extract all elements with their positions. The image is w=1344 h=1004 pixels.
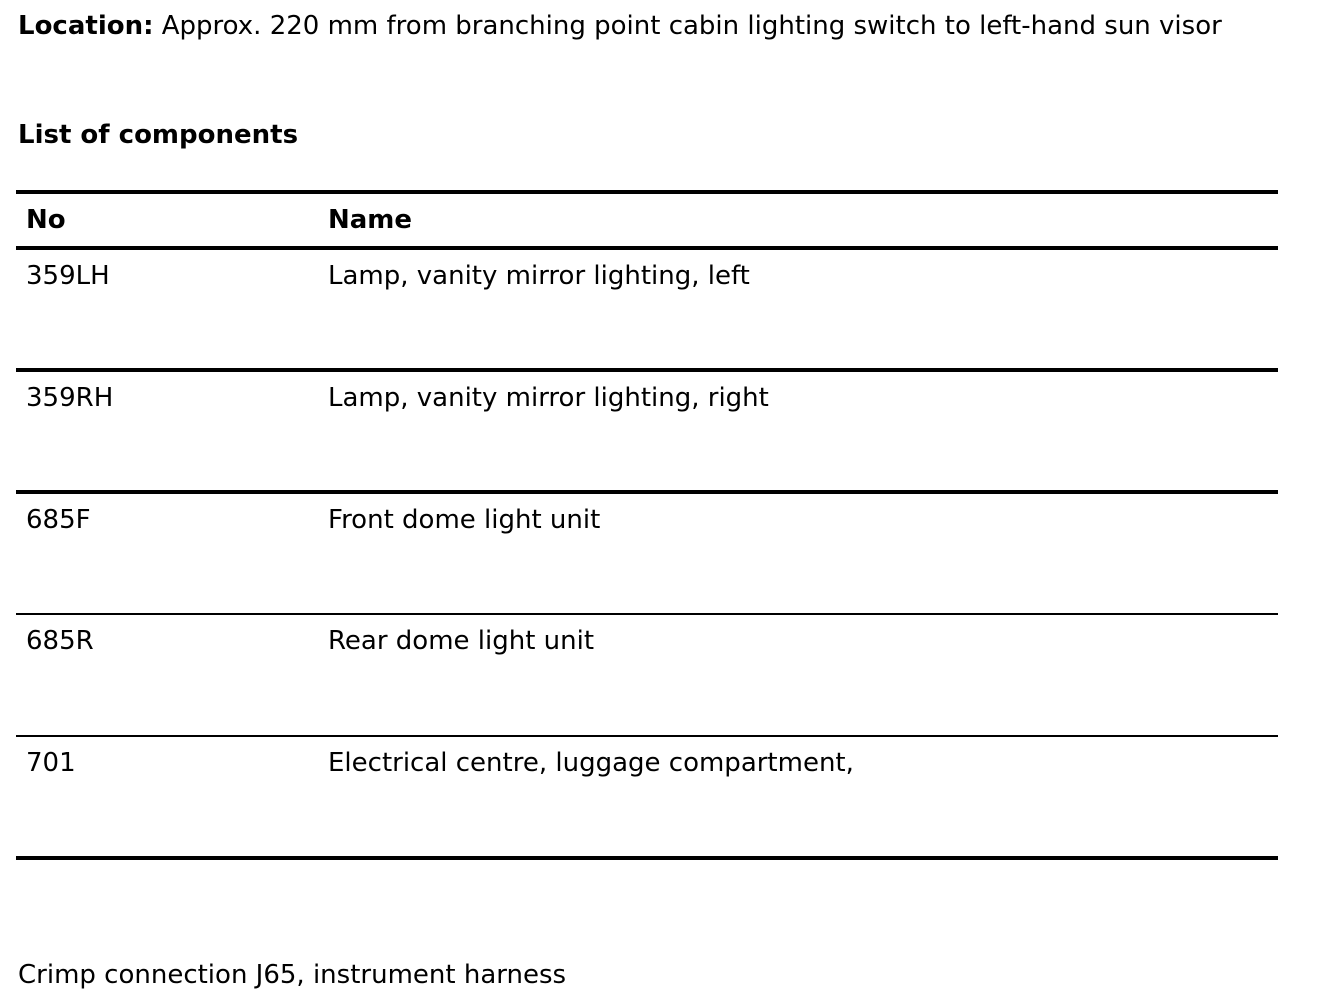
component-no: 359RH bbox=[16, 370, 318, 492]
table-row bbox=[16, 248, 1278, 370]
component-name: Lamp, vanity mirror lighting, left bbox=[318, 248, 1278, 370]
section-title: List of components bbox=[18, 120, 299, 150]
component-name: Electrical centre, luggage compartment, bbox=[328, 748, 854, 778]
component-name: Rear dome light unit bbox=[318, 614, 1278, 736]
table-row bbox=[16, 370, 1278, 492]
footer-text: Crimp connection J65, instrument harness bbox=[18, 960, 567, 990]
table-header-row bbox=[16, 192, 1278, 248]
components-table bbox=[16, 190, 1278, 860]
location-label: Location: bbox=[18, 11, 154, 41]
component-no: 685R bbox=[16, 614, 318, 736]
column-header-no: No bbox=[16, 192, 318, 248]
table-row bbox=[16, 736, 1278, 858]
component-name: Lamp, vanity mirror lighting, right bbox=[318, 370, 1278, 492]
component-no: 701 bbox=[26, 748, 76, 778]
component-no: 359LH bbox=[16, 248, 318, 370]
location-text: Approx. 220 mm from branching point cabin lighting switch to left-hand sun visor bbox=[153, 11, 1222, 41]
location-line bbox=[18, 8, 1222, 44]
column-header-name: Name bbox=[318, 192, 1278, 248]
table-row bbox=[16, 492, 1278, 614]
component-no: 685F bbox=[16, 492, 318, 614]
component-name: Front dome light unit bbox=[318, 492, 1278, 614]
table-row bbox=[16, 614, 1278, 736]
